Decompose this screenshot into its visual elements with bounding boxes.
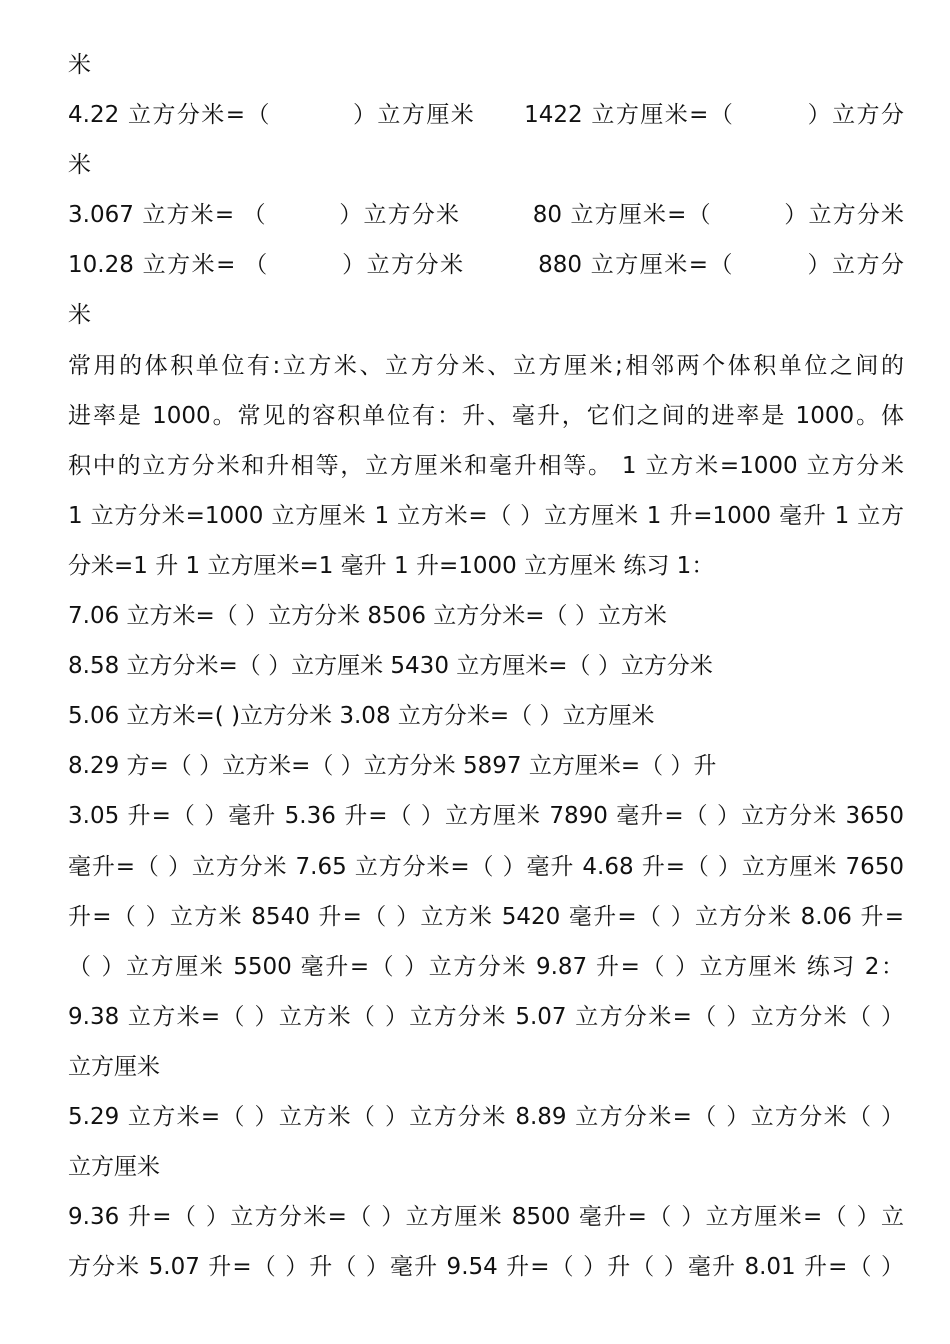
text-line: 3.067 立方米= （ ）立方分米 80 立方厘米=（ ）立方分米 xyxy=(68,202,904,229)
text-line: 立方厘米 xyxy=(68,1154,160,1181)
text-line: 8.29 方=（ ）立方米=（ ）立方分米 5897 立方厘米=（ ）升 xyxy=(68,753,717,780)
text-line: 5.06 立方米=( )立方分米 3.08 立方分米=（ ）立方厘米 xyxy=(68,703,655,730)
text-line: 米 xyxy=(68,152,91,179)
text-line: 常用的体积单位有:立方米、立方分米、立方厘米;相邻两个体积单位之间的 xyxy=(68,352,904,379)
document-page xyxy=(68,40,904,1292)
text-line: 米 xyxy=(68,302,91,329)
text-line: （ ）立方厘米 5500 毫升=（ ）立方分米 9.87 升=（ ）立方厘米 练习 2： xyxy=(68,953,904,980)
text-line: 方分米 5.07 升=（ ）升（ ）毫升 9.54 升=（ ）升（ ）毫升 8.01 升=（ ） xyxy=(68,1254,904,1281)
text-line: 9.38 立方米=（ ）立方米（ ）立方分米 5.07 立方分米=（ ）立方分米（ ） xyxy=(68,1003,904,1030)
text-line: 9.36 升=（ ）立方分米=（ ）立方厘米 8500 毫升=（ ）立方厘米=（ ）立 xyxy=(68,1204,904,1231)
text-line: 3.05 升=（ ）毫升 5.36 升=（ ）立方厘米 7890 毫升=（ ）立方分米 3650 xyxy=(68,803,904,830)
text-line: 毫升=（ ）立方分米 7.65 立方分米=（ ）毫升 4.68 升=（ ）立方厘米 7650 xyxy=(68,853,904,880)
text-line: 立方厘米 xyxy=(68,1053,160,1080)
text-line: 升=（ ）立方米 8540 升=（ ）立方米 5420 毫升=（ ）立方分米 8.06 升= xyxy=(68,903,904,930)
text-line: 5.29 立方米=（ ）立方米（ ）立方分米 8.89 立方分米=（ ）立方分米（ ） xyxy=(68,1103,904,1130)
text-line: 分米=1 升 1 立方厘米=1 毫升 1 升=1000 立方厘米 练习 1： xyxy=(68,552,715,579)
text-line: 进率是 1000。常见的容积单位有：升、毫升，它们之间的进率是 1000。体 xyxy=(68,402,904,429)
text-line: 8.58 立方分米=（ ）立方厘米 5430 立方厘米=（ ）立方分米 xyxy=(68,653,713,680)
text-line: 4.22 立方分米=（ ）立方厘米 1422 立方厘米=（ ）立方分 xyxy=(68,102,904,129)
text-line: 1 立方分米=1000 立方厘米 1 立方米=（ ）立方厘米 1 升=1000 毫升 1 立方 xyxy=(68,502,904,529)
text-line: 积中的立方分米和升相等，立方厘米和毫升相等。 1 立方米=1000 立方分米 xyxy=(68,452,904,479)
text-line: 米 xyxy=(68,52,91,78)
text-line: 10.28 立方米= （ ）立方分米 880 立方厘米=（ ）立方分 xyxy=(68,252,904,279)
text-line: 7.06 立方米=（ ）立方分米 8506 立方分米=（ ）立方米 xyxy=(68,603,667,630)
